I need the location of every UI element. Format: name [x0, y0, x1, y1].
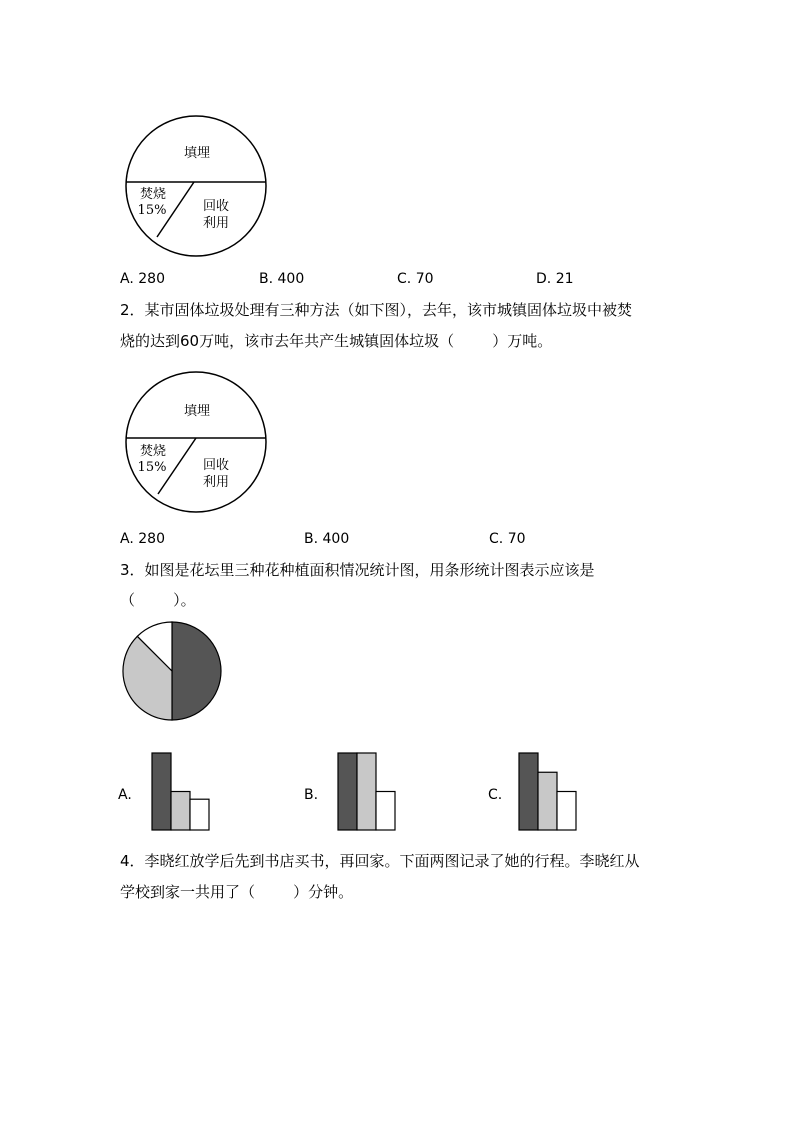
q3-option-c-label[interactable]: C. — [488, 787, 503, 803]
q1-option-b[interactable]: B. 400 — [259, 271, 305, 287]
q3-option-2-bar-1 — [519, 753, 538, 830]
q1-option-b-value: 400 — [277, 271, 305, 287]
q3-option-0-bar-3 — [190, 799, 209, 830]
q3-option-1-bar-1 — [338, 753, 357, 830]
q1-option-d-label: D — [536, 271, 547, 287]
q2-option-a-value: 280 — [138, 531, 165, 547]
q3-option-c-bar-chart[interactable] — [517, 750, 579, 832]
q1-option-d[interactable]: D. 21 — [536, 271, 574, 287]
q1-option-c-value: 70 — [415, 271, 434, 287]
q1-pie-outline — [126, 116, 266, 256]
q1-pie-chart — [120, 110, 272, 262]
q2-pie-outline — [126, 372, 266, 512]
q3-option-b-bar-chart[interactable] — [336, 750, 398, 832]
q2-option-c-label: C — [489, 531, 499, 547]
q2-label-incineration: 焚烧 — [139, 444, 167, 459]
q1-label-recycle-1: 回收 — [202, 199, 230, 214]
q1-option-c[interactable]: C. 70 — [397, 271, 434, 287]
q2-option-c[interactable]: C. 70 — [489, 531, 526, 547]
q1-label-incineration-pct: 15% — [137, 203, 167, 218]
q3-option-1-bar-2 — [357, 753, 376, 830]
q3-option-0-bar-1 — [152, 753, 171, 830]
q1-label-landfill: 填埋 — [183, 146, 211, 161]
q2-question-line-1: 2．某市固体垃圾处理有三种方法（如下图），去年，该市城镇固体垃圾中被焚 — [120, 301, 633, 319]
q1-option-a-value: 280 — [138, 271, 165, 287]
q3-pie-chart — [120, 619, 224, 723]
q2-label-landfill: 填埋 — [183, 404, 211, 419]
q2-option-a-label: A — [120, 531, 130, 547]
q2-question-line-2: 烧的达到60万吨，该市去年共产生城镇固体垃圾（ ）万吨。 — [120, 332, 553, 350]
q1-option-a-label: A — [120, 271, 130, 287]
q3-option-2-bar-2 — [538, 772, 557, 830]
q2-label-recycle-2: 利用 — [202, 475, 230, 490]
q2-option-c-value: 70 — [507, 531, 526, 547]
q1-label-incineration: 焚烧 — [139, 187, 167, 202]
q4-question-line-2: 学校到家一共用了（ ）分钟。 — [120, 883, 354, 901]
q1-option-a[interactable]: A. 280 — [120, 271, 165, 287]
q2-label-incineration-pct: 15% — [137, 460, 167, 475]
q3-question-line-1: 3．如图是花坛里三种花种植面积情况统计图，用条形统计图表示应该是 — [120, 561, 595, 579]
q3-option-1-bar-3 — [376, 792, 395, 831]
q3-option-2-bar-3 — [557, 792, 576, 831]
q2-option-a[interactable]: A. 280 — [120, 531, 165, 547]
q2-label-recycle-1: 回收 — [202, 458, 230, 473]
q1-option-b-label: B — [259, 271, 269, 287]
q1-label-recycle-2: 利用 — [202, 216, 230, 231]
q4-question-line-1: 4．李晓红放学后先到书店买书，再回家。下面两图记录了她的行程。李晓红从 — [120, 852, 640, 870]
q3-option-b-label[interactable]: B. — [304, 787, 319, 803]
q2-option-b[interactable]: B. 400 — [304, 531, 350, 547]
q3-option-0-bar-2 — [171, 792, 190, 831]
q2-pie-chart — [120, 368, 272, 520]
q3-pie-slice-1 — [172, 622, 221, 720]
q1-option-d-value: 21 — [555, 271, 574, 287]
q3-option-a-bar-chart[interactable] — [150, 750, 212, 832]
q3-question-line-2: （ ）。 — [120, 591, 196, 609]
q1-option-c-label: C — [397, 271, 407, 287]
q2-option-b-value: 400 — [322, 531, 350, 547]
q3-option-a-label[interactable]: A. — [118, 787, 132, 803]
q2-option-b-label: B — [304, 531, 314, 547]
